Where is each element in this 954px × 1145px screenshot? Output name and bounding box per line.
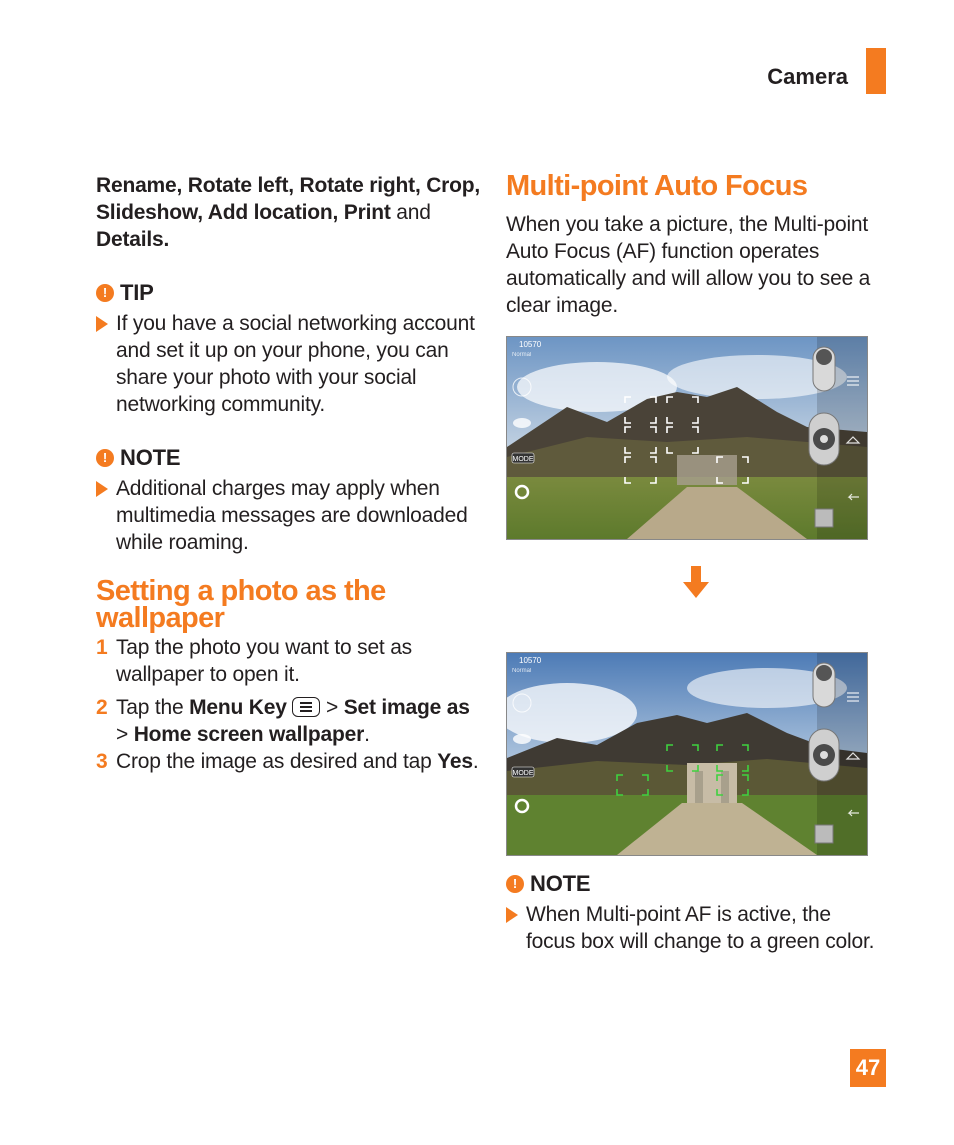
step-1 [96, 634, 481, 688]
wallpaper-heading: Setting a photo as the wallpaper [96, 575, 386, 634]
bullet-arrow-icon [96, 316, 108, 332]
bullet-arrow-icon [96, 481, 108, 497]
tip-text: If you have a social networking account and set it up on your phone, you can share your photo with your social networking community. [116, 312, 475, 416]
multipoint-heading: Multi-point Auto Focus [506, 170, 808, 202]
note-text: When Multi-point AF is active, the focus box will change to a green color. [526, 903, 875, 953]
step-text: Tap the Menu Key > Set image as > Home screen wallpaper. [116, 696, 470, 746]
note-callout [96, 444, 481, 556]
camera-screenshot-after [506, 652, 868, 856]
note-title: NOTE [120, 445, 181, 470]
tip-callout [96, 279, 481, 418]
step-number: 2 [96, 696, 108, 719]
left-column [96, 172, 481, 775]
section-tab [866, 48, 886, 94]
exclamation-icon: ! [96, 449, 114, 467]
exclamation-icon: ! [96, 284, 114, 302]
step-3 [96, 748, 481, 775]
svg-text:MODE: MODE [512, 770, 534, 777]
bullet-arrow-icon [506, 907, 518, 923]
camera-screenshot-before [506, 336, 868, 540]
shot-mode: Normal [512, 352, 532, 358]
note-text: Additional charges may apply when multimedia messages are downloaded while roaming. [116, 477, 468, 554]
shot-counter: 10570 [519, 656, 542, 665]
shot-mode: Normal [512, 668, 532, 674]
step-text: Tap the photo you want to set as wallpaper to open it. [116, 636, 412, 686]
exclamation-icon: ! [506, 875, 524, 893]
page-number: 47 [850, 1049, 886, 1087]
right-note-callout [506, 870, 881, 955]
step-number: 1 [96, 636, 108, 659]
step-2 [96, 694, 481, 748]
tip-title: TIP [120, 280, 154, 305]
menu-key-icon [292, 697, 320, 717]
intro-bold-3: Details. [96, 228, 170, 251]
note-title: NOTE [530, 871, 591, 896]
intro-bold-2: Slideshow, Add location, Print [96, 201, 391, 224]
step-number: 3 [96, 750, 108, 773]
svg-text:MODE: MODE [512, 456, 534, 463]
step-text: Crop the image as desired and tap Yes. [116, 750, 479, 773]
multipoint-intro: When you take a picture, the Multi-point Auto Focus (AF) function operates automatically and will allow you to see a clear image. [506, 213, 871, 317]
section-label: Camera [767, 64, 848, 89]
intro-bold-1: Rename, Rotate left, Rotate right, Crop, [96, 174, 481, 197]
intro-text [96, 172, 481, 253]
down-arrow-icon [683, 566, 709, 598]
shot-counter: 10570 [519, 340, 542, 349]
intro-plain: and [390, 201, 431, 224]
